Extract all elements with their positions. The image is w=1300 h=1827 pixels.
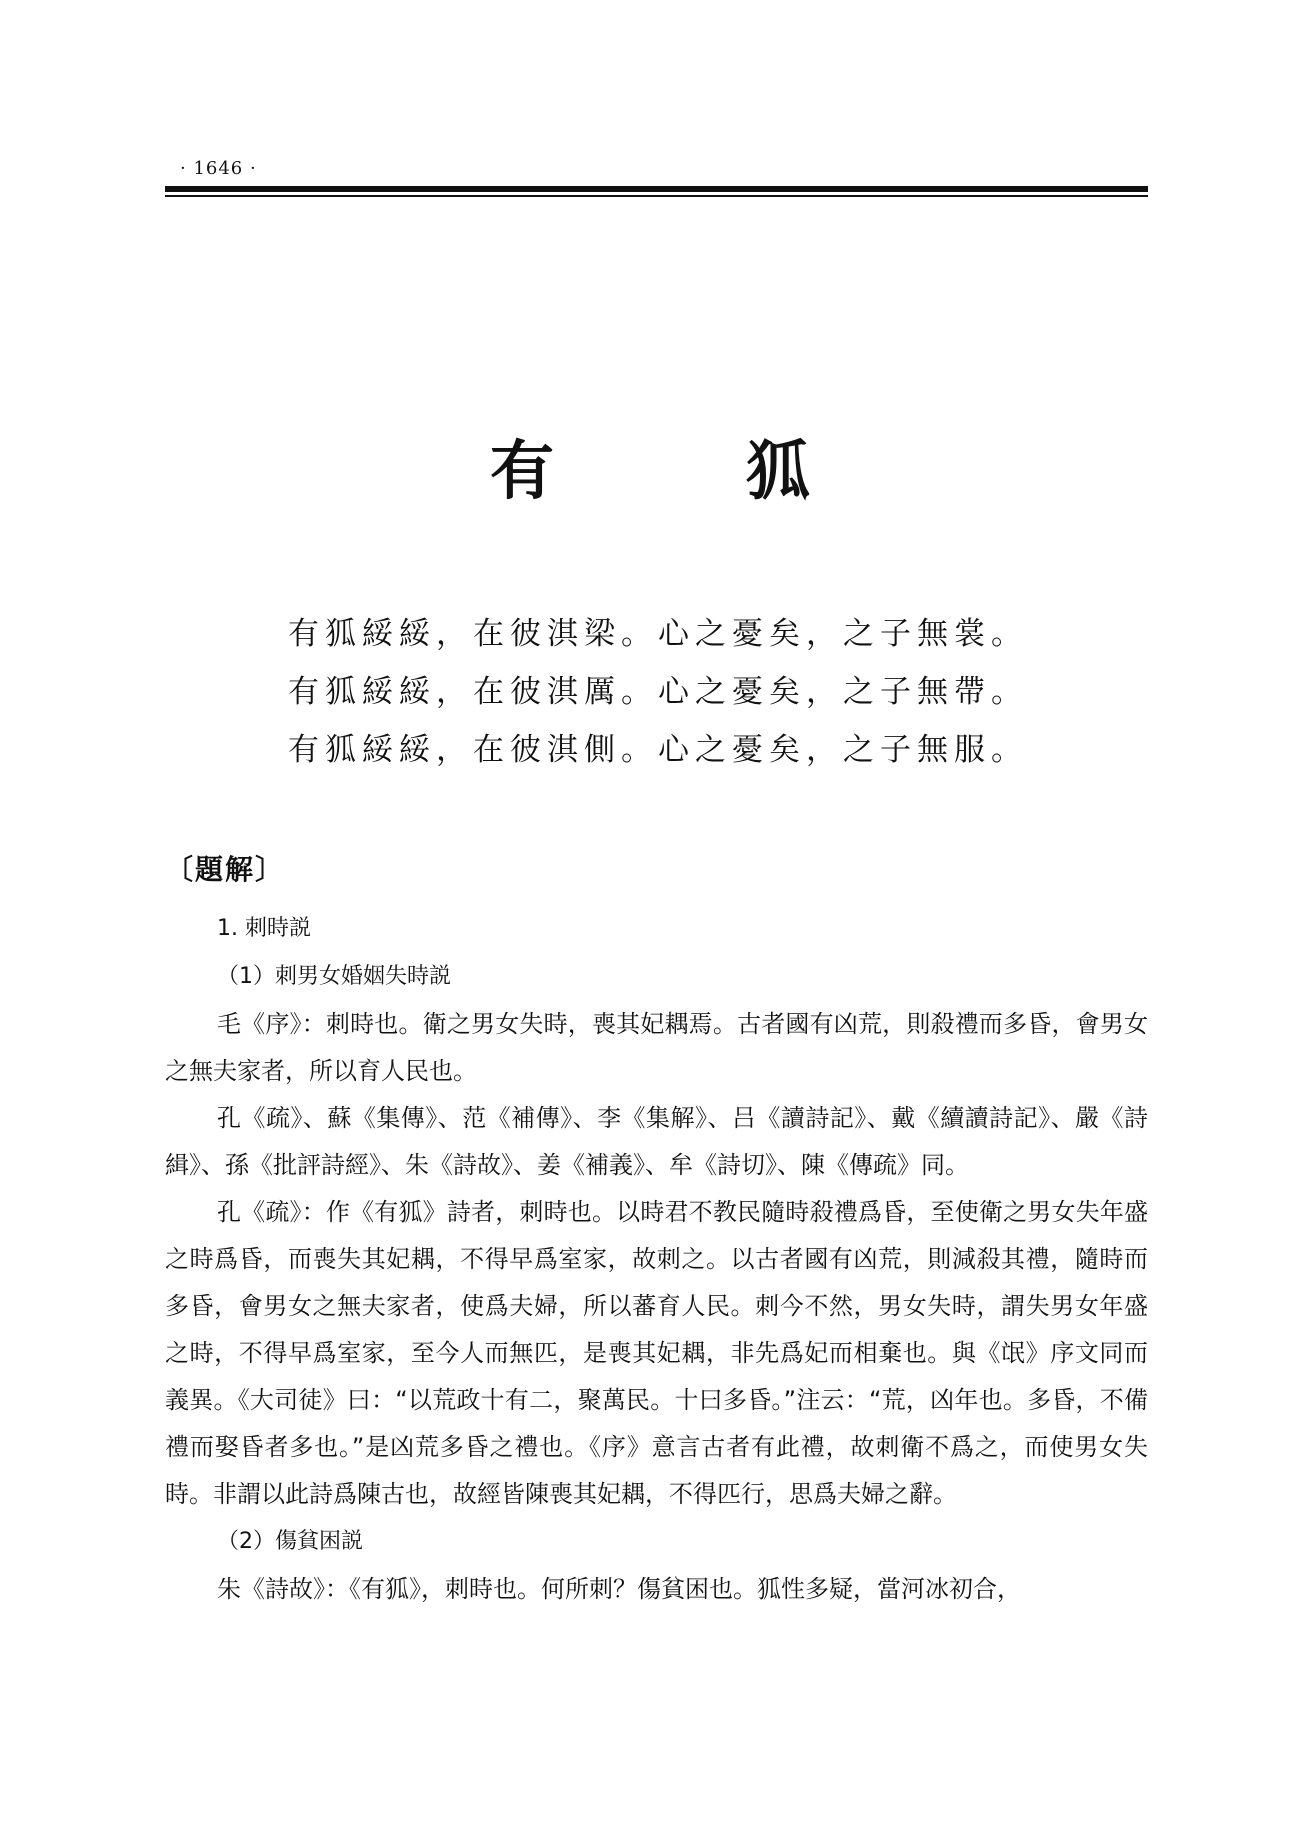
paragraph: 孔《疏》、蘇《集傳》、范《補傳》、李《集解》、吕《讀詩記》、戴《續讀詩記》、嚴《詩緝》、孫《批評詩經》、朱《詩故》、姜《補義》、牟《詩切》、陳《傳疏》同。	[165, 1104, 1148, 1179]
poem-title: 有 狐	[490, 434, 874, 509]
poem-line: 有狐綏綏，在彼淇梁。心之憂矣，之子無裳。	[288, 616, 1028, 652]
paragraph: 朱《詩故》：《有狐》，刺時也。何所刺？傷貧困也。狐性多疑，當河冰初合，	[217, 1575, 1021, 1603]
subheading: （2）傷貧困説	[217, 1529, 363, 1554]
commentary-body	[165, 905, 1148, 1613]
header-rule	[165, 186, 1148, 198]
poem-line: 有狐綏綏，在彼淇厲。心之憂矣，之子無帶。	[288, 674, 1028, 710]
poem-line: 有狐綏綏，在彼淇側。心之憂矣，之子無服。	[288, 732, 1028, 768]
paragraph: 毛《序》：刺時也。衛之男女失時，喪其妃耦焉。古者國有凶荒，則殺禮而多昏，會男女之無夫家者，所以育人民也。	[165, 1010, 1148, 1085]
poem-text	[288, 605, 1148, 779]
paragraph: 孔《疏》：作《有狐》詩者，刺時也。以時君不教民隨時殺禮爲昏，至使衛之男女失年盛之時爲昏，而喪失其妃耦，不得早爲室家，故刺之。以古者國有凶荒，則減殺其禮，隨時而多昏，會男女之無夫家者，使爲夫婦，所以蕃育人民。刺今不然，男女失時，謂失男女年盛之時，不得早爲室家，至今人而無匹，是喪其妃耦，非先爲妃而相棄也。與《氓》序文同而義異。《大司徒》曰：“以荒政十有二，聚萬民。十曰多昏。”注云：“荒，凶年也。多昏，不備禮而娶昏者多也。”是凶荒多昏之禮也。《序》意言古者有此禮，故刺衛不爲之，而使男女失時。非謂以此詩爲陳古也，故經皆陳喪其妃耦，不得匹行，思爲夫婦之辭。	[165, 1198, 1148, 1508]
header-rule-thin	[165, 195, 1148, 197]
header-rule-thick	[165, 186, 1148, 192]
section-heading: 〔題解〕	[165, 853, 286, 886]
subheading: （1）刺男女婚姻失時説	[217, 964, 451, 989]
subheading: 1. 刺時説	[217, 916, 311, 941]
page-number: · 1646 ·	[180, 158, 257, 179]
